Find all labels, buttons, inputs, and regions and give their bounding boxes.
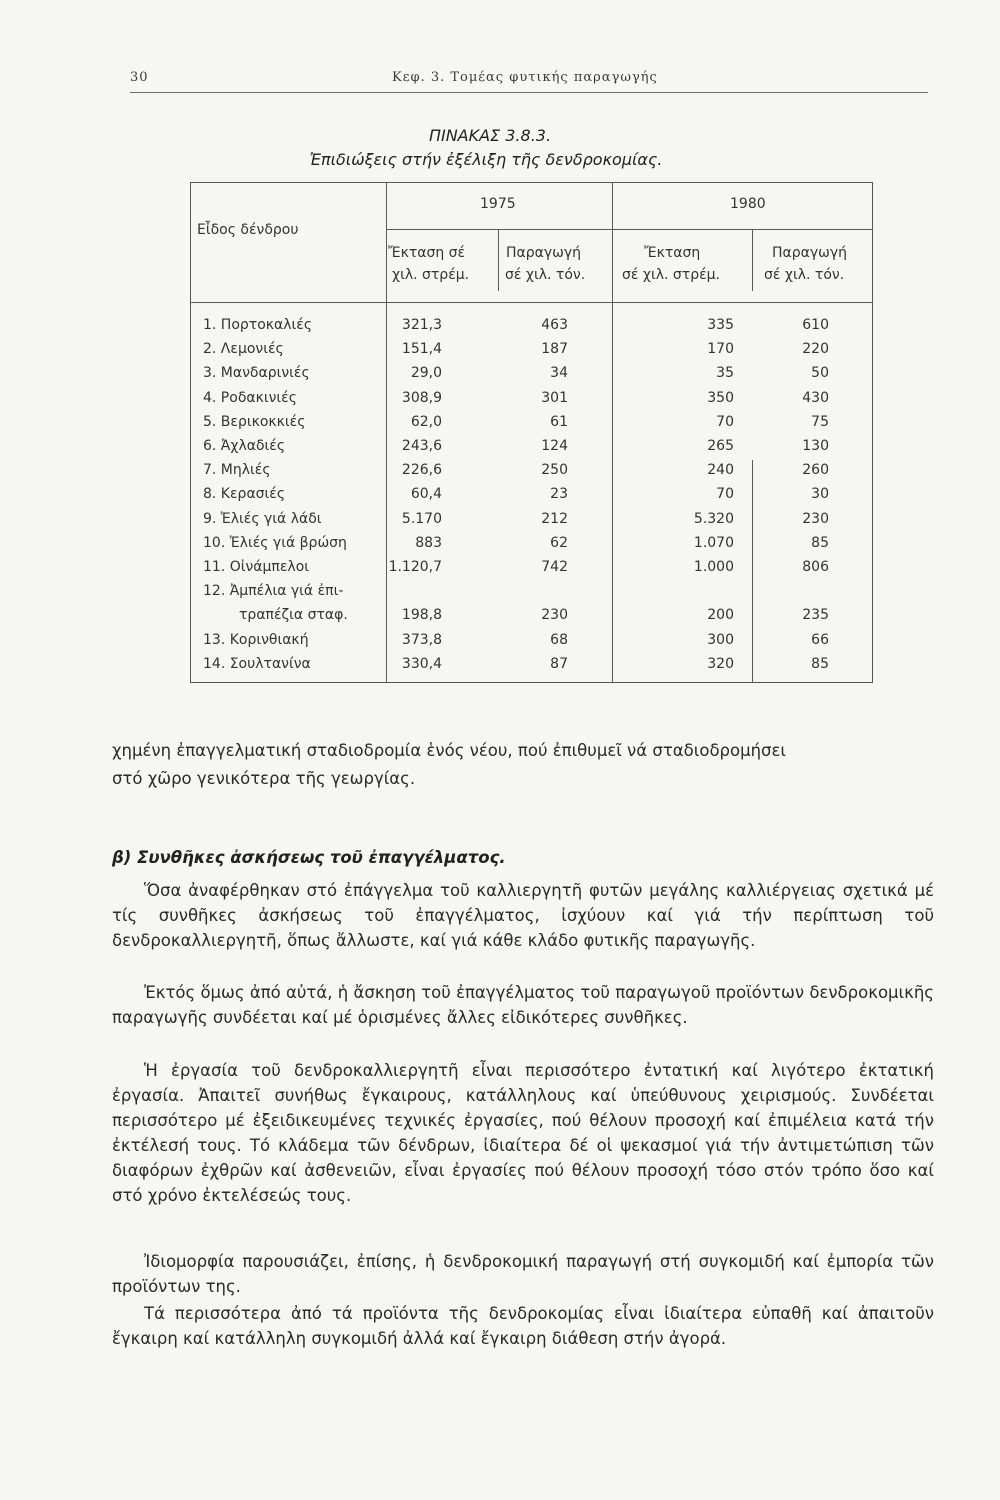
row-species-name: 4. Ροδακινιές	[203, 389, 297, 406]
cell-area-1980: 1.000	[693, 559, 734, 575]
cell-area-1980: 70	[716, 413, 734, 430]
cell-area-1975: 883	[415, 534, 442, 551]
row-species-name: 12. Ἀμπέλια γιά ἐπι-	[203, 583, 344, 600]
table-vrule-mid	[612, 182, 613, 683]
cell-area-1980: 335	[707, 317, 734, 333]
cell-area-1975: 373,8	[401, 631, 442, 648]
cell-prod-1975: 230	[541, 607, 568, 624]
cell-prod-1980: 50	[811, 365, 829, 382]
row-species-name: 9. Ἐλιές γιά λάδι	[203, 510, 322, 527]
row-species-name: 1. Πορτοκαλιές	[203, 317, 313, 333]
cell-prod-1975: 301	[541, 389, 568, 406]
table-subcol-rule-1980	[752, 229, 753, 291]
col-prod-1975: Παραγωγή	[506, 245, 582, 261]
table-year-rule-1980	[612, 229, 873, 230]
cell-prod-1980: 85	[811, 534, 829, 551]
table-title: ΠΙΝΑΚΑΣ 3.8.3.	[428, 126, 552, 145]
cell-prod-1975: 463	[541, 317, 568, 333]
row-species-name: 3. Μανδαρινιές	[203, 365, 310, 382]
cell-area-1975: 151,4	[401, 341, 442, 358]
cell-area-1980: 1.070	[693, 534, 734, 551]
cell-area-1975: 5.170	[401, 510, 442, 527]
cell-area-1975: 308,9	[401, 389, 442, 406]
paragraph-3-text: Ἡ ἐργασία τοῦ δενδροκαλλιεργητῆ εἶναι περισσότερο ἐντατική καί λιγότερο ἐκτατική ἐργασία. Ἀπαιτεῖ συνήθως ἔγκαιρους, κατάλληλους καί ὑπεύθυνους χειρισμούς. Συνδέεται περισσότερο μέ ἐξειδικευμένες τεχνικές ἐργασίες, πού θέλουν προσοχή καί ἐπιμέλεια κατά τήν ἐκτέλεσή τους. Τό κλάδεμα τῶν δένδρων, ἰδιαίτερα δέ οἱ ψεκασμοί γιά τήν ἀντιμετώπιση τῶν διαφόρων ἐχθρῶν καί ἀσθενειῶν, εἶναι ἐργασίες πού θέλουν προσοχή τόσο στόν τρόπο ὅσο καί στό χρόνο ἐκτελέσεώς τους.	[112, 1061, 934, 1205]
row-species-name: 7. Μηλιές	[203, 462, 271, 479]
col-area-1975-unit: χιλ. στρέμ.	[392, 267, 470, 283]
paragraph-5	[112, 1301, 934, 1351]
cell-area-1980: 35	[716, 365, 734, 382]
row-species-name: 14. Σουλτανίνα	[203, 655, 311, 672]
cell-area-1980: 5.320	[693, 510, 734, 527]
cell-prod-1975: 62	[550, 534, 568, 551]
cell-prod-1980: 66	[811, 631, 829, 648]
col-prod-1980: Παραγωγή	[772, 245, 848, 261]
cell-area-1975: 60,4	[410, 486, 442, 503]
cell-prod-1975: 61	[550, 413, 568, 430]
paragraph-1-text: Ὅσα ἀναφέρθηκαν στό ἐπάγγελμα τοῦ καλλιεργητῆ φυτῶν μεγάλης καλλιέργειας σχετικά μέ τίς συνθῆκες ἀσκήσεως τοῦ ἐπαγγέλματος, ἰσχύουν καί γιά τήν περίπτωση τοῦ δενδροκαλλιεργητῆ, ὅπως ἄλλωστε, καί γιά κάθε κλάδο φυτικῆς παραγωγῆς.	[112, 881, 934, 950]
table-subcol-rule-1975	[498, 229, 499, 291]
cell-prod-1975: 23	[550, 486, 568, 503]
row-species-name: 6. Ἀχλαδιές	[203, 438, 286, 454]
table-year-rule-1975	[386, 229, 612, 230]
cell-prod-1975: 87	[550, 655, 568, 672]
cell-prod-1975: 250	[541, 462, 568, 479]
paragraph-2	[112, 980, 934, 1030]
cell-area-1980: 200	[707, 607, 734, 624]
cell-area-1980: 240	[707, 462, 734, 479]
cell-area-1980: 265	[707, 438, 734, 454]
cell-area-1975: 243,6	[401, 438, 442, 454]
row-species-name: 13. Κορινθιακή	[203, 631, 309, 648]
row-species-name: 11. Οἰνάμπελοι	[203, 559, 310, 575]
cell-area-1975: 321,3	[401, 317, 442, 333]
col-area-1975: Ἔκταση σέ	[388, 245, 466, 261]
cell-area-1975: 29,0	[410, 365, 442, 382]
cell-area-1975: 330,4	[401, 655, 442, 672]
paragraph-4-text: Ἰδιομορφία παρουσιάζει, ἐπίσης, ἡ δενδροκομική παραγωγή στή συγκομιδή καί ἐμπορία τῶν προϊόντων της.	[112, 1252, 934, 1296]
continued-line-2: στό χῶρο γενικότερα τῆς γεωργίας.	[112, 769, 416, 788]
col-area-1980-unit: σέ χιλ. στρέμ.	[622, 267, 721, 283]
row-species-name: 5. Βερικοκκιές	[203, 413, 306, 430]
cell-area-1975: 62,0	[410, 413, 442, 430]
cell-area-1980: 170	[707, 341, 734, 358]
row-species-name: 2. Λεμονιές	[203, 341, 284, 358]
paragraph-5-text: Τά περισσότερα ἀπό τά προϊόντα τῆς δενδροκομίας εἶναι ἰδιαίτερα εὐπαθῆ καί ἀπαιτοῦν ἔγκαιρη καί κατάλληλη συγκομιδή ἀλλά καί ἔγκαιρη διάθεση στήν ἀγορά.	[112, 1304, 934, 1348]
section-heading: β) Συνθῆκες ἀσκήσεως τοῦ ἐπαγγέλματος.	[112, 848, 506, 867]
col-prod-1975-unit: σέ χιλ. τόν.	[505, 267, 586, 283]
cell-prod-1975: 68	[550, 631, 568, 648]
cell-prod-1980: 75	[811, 413, 829, 430]
table-subtitle: Ἐπιδιώξεις στήν ἐξέλιξη τῆς δενδροκομίας.	[309, 150, 663, 169]
running-head	[130, 66, 928, 93]
col-area-1980: Ἔκταση	[644, 245, 701, 261]
table-header-rule	[190, 302, 873, 303]
cell-prod-1980: 30	[811, 486, 829, 503]
species-header: Εἶδος δένδρου	[197, 222, 299, 238]
cell-area-1980: 350	[707, 389, 734, 406]
row-species-name: 8. Κερασιές	[203, 486, 286, 503]
cell-prod-1975: 34	[550, 365, 568, 382]
cell-prod-1975: 212	[541, 510, 568, 527]
year-1980-header: 1980	[730, 196, 766, 212]
cell-prod-1980: 430	[802, 389, 829, 406]
cell-prod-1975: 187	[541, 341, 568, 358]
cell-area-1975: 1.120,7	[388, 559, 442, 575]
paragraph-2-text: Ἐκτός ὅμως ἀπό αὐτά, ἡ ἄσκηση τοῦ ἐπαγγέλματος τοῦ παραγωγοῦ προϊόντων δενδροκομικῆς παραγωγῆς συνδέεται καί μέ ὁρισμένες ἄλλες εἰδικότερες συνθῆκες.	[112, 983, 934, 1027]
cell-prod-1980: 806	[802, 559, 829, 575]
cell-area-1980: 300	[707, 631, 734, 648]
cell-prod-1980: 235	[802, 607, 829, 624]
cell-prod-1975: 742	[541, 559, 568, 575]
year-1975-header: 1975	[480, 196, 516, 212]
cell-prod-1980: 85	[811, 655, 829, 672]
row-species-name: 10. Ἐλιές γιά βρώση	[203, 534, 347, 551]
cell-prod-1980: 230	[802, 510, 829, 527]
chapter-title: Κεφ. 3. Τομέας φυτικής παραγωγής	[392, 70, 658, 85]
cell-prod-1980: 260	[802, 462, 829, 479]
cell-area-1975: 226,6	[401, 462, 442, 479]
col-prod-1980-unit: σέ χιλ. τόν.	[764, 267, 845, 283]
paragraph-3	[112, 1058, 934, 1208]
cell-prod-1980: 130	[802, 438, 829, 454]
cell-area-1975: 198,8	[401, 607, 442, 624]
paragraph-1	[112, 878, 934, 953]
page-number: 30	[130, 70, 149, 85]
cell-prod-1980: 220	[802, 341, 829, 358]
cell-area-1980: 320	[707, 655, 734, 672]
row-species-name: τραπέζια σταφ.	[239, 607, 348, 624]
cell-prod-1980: 610	[802, 317, 829, 333]
continued-line-1: χημένη ἐπαγγελματική σταδιοδρομία ἑνός νέου, πού ἐπιθυμεῖ νά σταδιοδρομήσει	[112, 741, 787, 760]
cell-prod-1975: 124	[541, 438, 568, 454]
paragraph-4	[112, 1249, 934, 1299]
cell-area-1980: 70	[716, 486, 734, 503]
